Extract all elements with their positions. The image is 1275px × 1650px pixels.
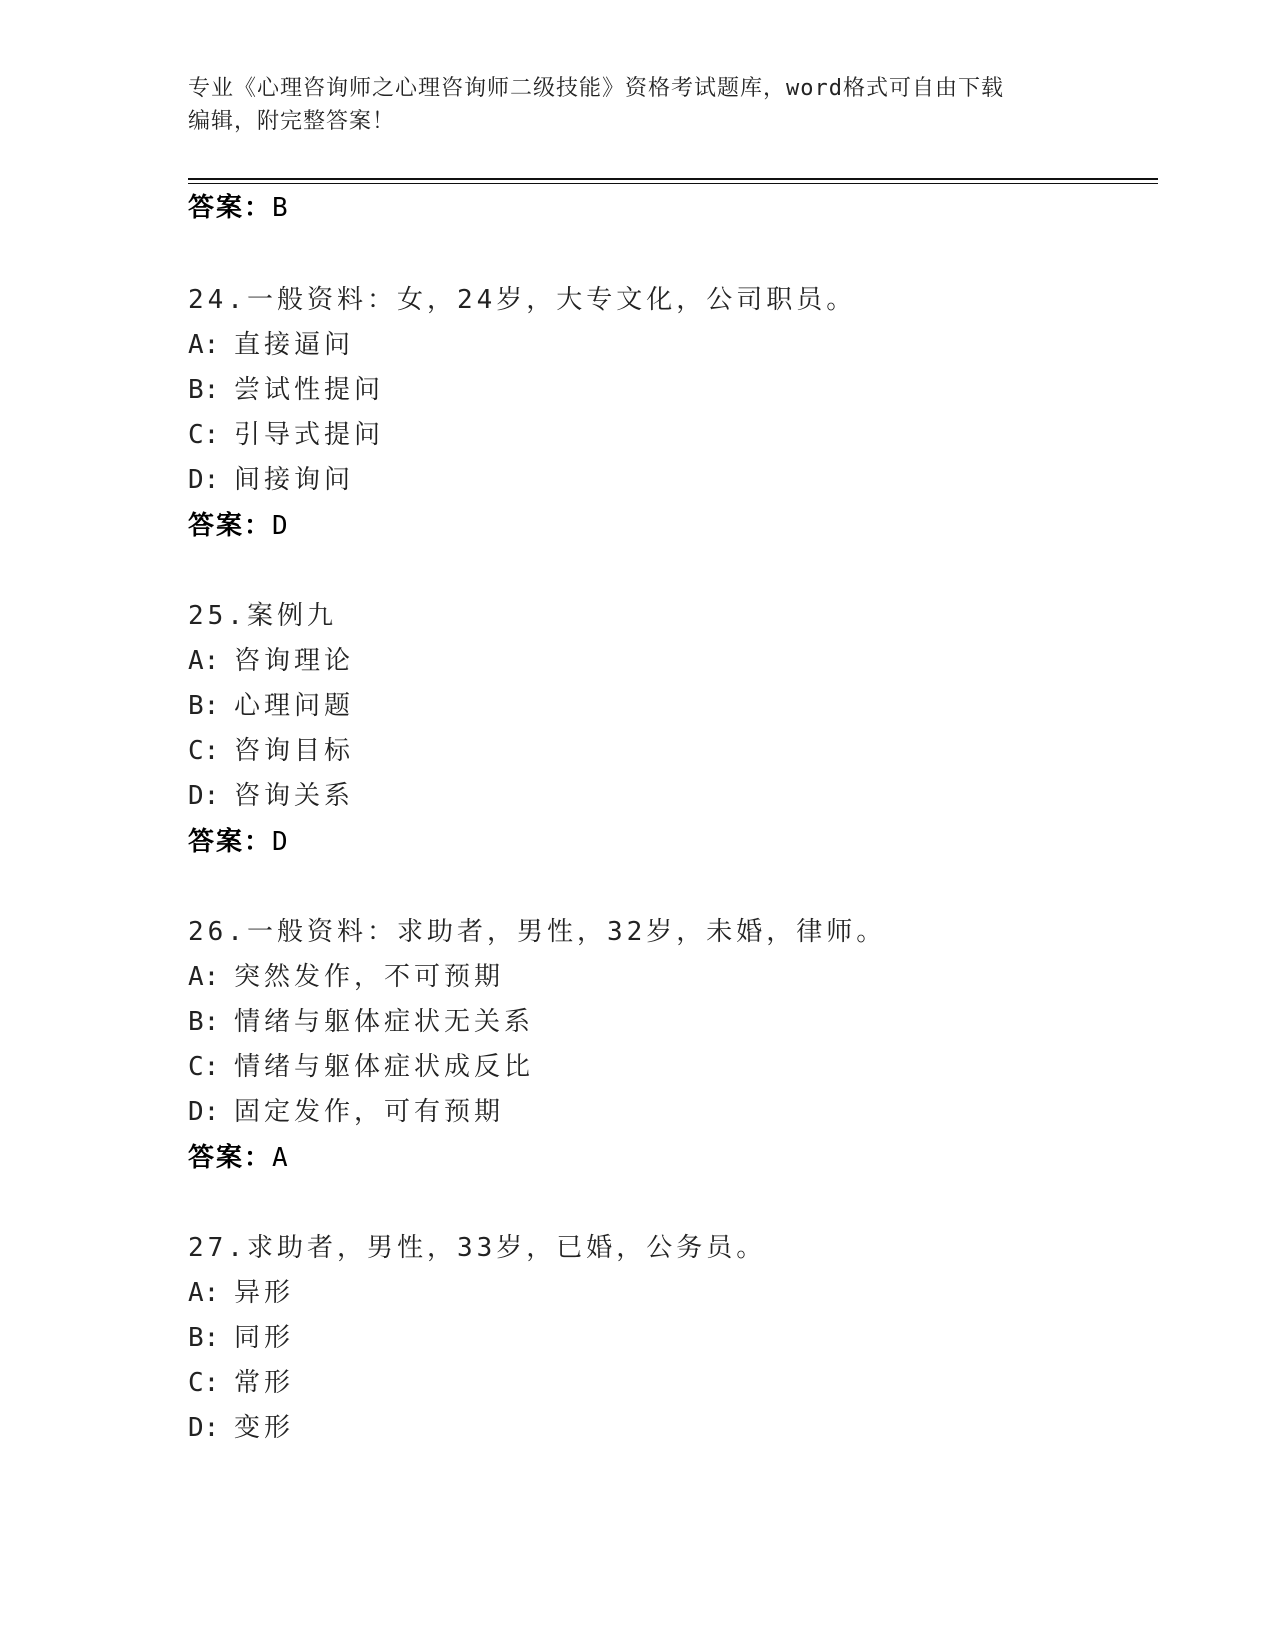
question-stem: 27.求助者，男性，33岁，已婚，公务员。 xyxy=(188,1233,767,1263)
answer-label: 答案： xyxy=(188,193,273,223)
option-key: B: xyxy=(188,1007,220,1037)
option-d xyxy=(188,458,1148,503)
option-d xyxy=(188,774,1148,819)
option-d xyxy=(188,1090,1148,1135)
option-key: B: xyxy=(188,1323,220,1353)
question-26 xyxy=(188,910,1148,1181)
option-text: 异形 xyxy=(234,1278,295,1308)
option-key: B: xyxy=(188,375,220,405)
option-key: C: xyxy=(188,420,220,450)
option-b xyxy=(188,1316,1148,1361)
option-key: D: xyxy=(188,781,220,811)
option-a xyxy=(188,955,1148,1000)
question-24 xyxy=(188,278,1148,549)
option-c xyxy=(188,413,1148,458)
option-text: 引导式提问 xyxy=(234,420,385,450)
header-line-1: 专业《心理咨询师之心理咨询师二级技能》资格考试题库，word格式可自由下载 xyxy=(188,76,1004,101)
option-key: C: xyxy=(188,1368,220,1398)
question-27 xyxy=(188,1226,1148,1451)
question-stem: 24.一般资料：女，24岁，大专文化，公司职员。 xyxy=(188,285,857,315)
option-key: D: xyxy=(188,1097,220,1127)
answer-label: 答案： xyxy=(188,511,273,541)
answer-value: D xyxy=(272,511,290,541)
question-stem: 25.案例九 xyxy=(188,601,337,631)
option-text: 同形 xyxy=(234,1323,295,1353)
option-b xyxy=(188,368,1148,413)
answer-block-23 xyxy=(188,185,1148,231)
option-key: A: xyxy=(188,646,220,676)
option-key: A: xyxy=(188,962,220,992)
option-a xyxy=(188,1271,1148,1316)
option-d xyxy=(188,1406,1148,1451)
option-key: D: xyxy=(188,1413,220,1443)
question-25 xyxy=(188,594,1148,865)
option-text: 心理问题 xyxy=(234,691,355,721)
option-text: 固定发作，可有预期 xyxy=(234,1097,505,1127)
answer-value: A xyxy=(272,1143,290,1173)
answer-value: D xyxy=(272,827,290,857)
answer-value: B xyxy=(272,193,290,223)
question-stem: 26.一般资料：求助者，男性，32岁，未婚，律师。 xyxy=(188,917,887,947)
answer-label: 答案： xyxy=(188,827,273,857)
answer-line xyxy=(188,819,1148,865)
option-a xyxy=(188,639,1148,684)
option-key: B: xyxy=(188,691,220,721)
option-text: 直接逼问 xyxy=(234,330,355,360)
option-c xyxy=(188,729,1148,774)
answer-line xyxy=(188,185,1148,231)
option-b xyxy=(188,1000,1148,1045)
answer-line xyxy=(188,1135,1148,1181)
document-header xyxy=(188,72,1088,138)
option-b xyxy=(188,684,1148,729)
option-key: A: xyxy=(188,330,220,360)
option-text: 尝试性提问 xyxy=(234,375,385,405)
header-line-2: 编辑，附完整答案！ xyxy=(188,109,396,134)
option-a xyxy=(188,323,1148,368)
header-divider xyxy=(188,178,1158,184)
option-text: 咨询关系 xyxy=(234,781,355,811)
option-key: D: xyxy=(188,465,220,495)
option-key: A: xyxy=(188,1278,220,1308)
option-key: C: xyxy=(188,736,220,766)
option-text: 咨询理论 xyxy=(234,646,355,676)
option-key: C: xyxy=(188,1052,220,1082)
option-text: 情绪与躯体症状无关系 xyxy=(234,1007,535,1037)
answer-label: 答案： xyxy=(188,1143,273,1173)
option-c xyxy=(188,1045,1148,1090)
answer-line xyxy=(188,503,1148,549)
option-text: 变形 xyxy=(234,1413,295,1443)
option-text: 突然发作，不可预期 xyxy=(234,962,505,992)
option-text: 间接询问 xyxy=(234,465,355,495)
option-text: 咨询目标 xyxy=(234,736,355,766)
option-c xyxy=(188,1361,1148,1406)
option-text: 常形 xyxy=(234,1368,295,1398)
option-text: 情绪与躯体症状成反比 xyxy=(234,1052,535,1082)
